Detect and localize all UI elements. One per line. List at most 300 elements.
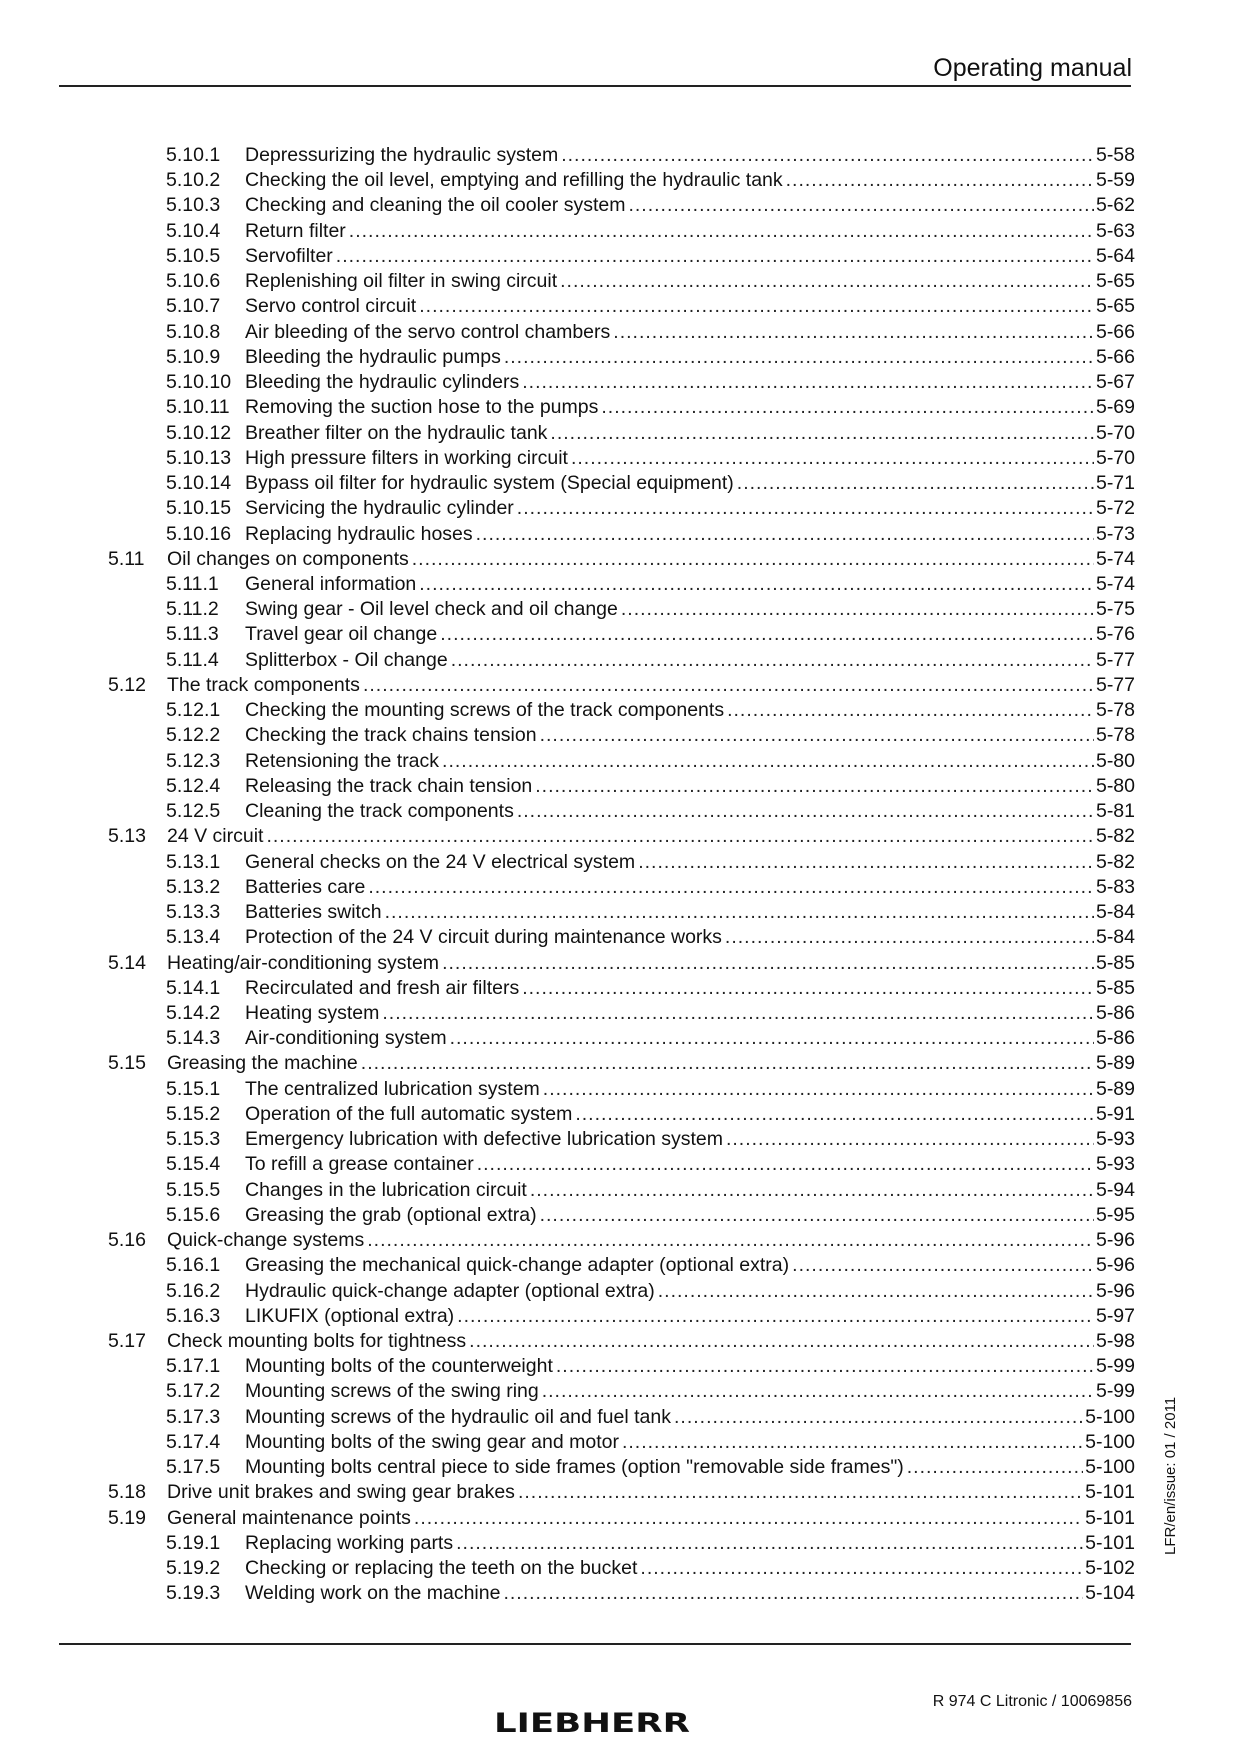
toc-entry-line bbox=[245, 1531, 1135, 1556]
toc-dot-leader bbox=[540, 723, 1094, 748]
toc-entry[interactable] bbox=[108, 1379, 1135, 1404]
toc-entry-page: 5-75 bbox=[1095, 598, 1135, 621]
toc-dot-leader bbox=[556, 1354, 1094, 1379]
toc-entry-title: Protection of the 24 V circuit during maintenance works bbox=[245, 926, 722, 949]
toc-entry-number: 5.15.1 bbox=[166, 1077, 221, 1100]
toc-entry-title: Replenishing oil filter in swing circuit bbox=[245, 270, 558, 293]
toc-entry-number: 5.10.9 bbox=[166, 345, 221, 368]
toc-entry[interactable] bbox=[108, 496, 1135, 521]
toc-entry-title: Quick-change systems bbox=[167, 1229, 365, 1252]
toc-entry-line bbox=[245, 850, 1135, 875]
toc-entry-number: 5.13.4 bbox=[166, 926, 221, 949]
toc-entry-number: 5.11.2 bbox=[166, 598, 219, 621]
toc-entry[interactable] bbox=[108, 143, 1135, 168]
toc-entry[interactable] bbox=[108, 976, 1135, 1001]
toc-entry-page: 5-102 bbox=[1085, 1557, 1135, 1580]
toc-entry-title: Emergency lubrication with defective lubrication system bbox=[245, 1128, 723, 1151]
toc-entry-number: 5.19.3 bbox=[166, 1582, 221, 1605]
toc-entry-title: Welding work on the machine bbox=[245, 1582, 501, 1605]
toc-entry-line bbox=[167, 1228, 1135, 1253]
toc-entry-number: 5.10.8 bbox=[166, 320, 221, 343]
toc-entry[interactable] bbox=[108, 193, 1135, 218]
toc-entry-title: Replacing hydraulic hoses bbox=[245, 522, 473, 545]
toc-entry[interactable] bbox=[108, 1430, 1135, 1455]
toc-entry-line bbox=[245, 698, 1135, 723]
toc-entry-page: 5-82 bbox=[1095, 850, 1135, 873]
toc-dot-leader bbox=[621, 597, 1094, 622]
toc-entry[interactable] bbox=[108, 875, 1135, 900]
toc-entry-title: LIKUFIX (optional extra) bbox=[245, 1304, 455, 1327]
toc-entry-page: 5-89 bbox=[1095, 1052, 1135, 1075]
toc-entry[interactable] bbox=[108, 1581, 1135, 1606]
toc-dot-leader bbox=[622, 1430, 1083, 1455]
toc-entry[interactable] bbox=[108, 1152, 1135, 1177]
toc-entry-title: Servofilter bbox=[245, 244, 333, 267]
toc-entry-page: 5-69 bbox=[1095, 396, 1135, 419]
toc-dot-leader bbox=[540, 1203, 1094, 1228]
toc-entry-page: 5-97 bbox=[1095, 1304, 1135, 1327]
toc-entry-number: 5.13.1 bbox=[166, 850, 221, 873]
toc-dot-leader bbox=[640, 1556, 1083, 1581]
toc-entry-page: 5-74 bbox=[1095, 547, 1135, 570]
toc-entry-title: Replacing working parts bbox=[245, 1531, 454, 1554]
toc-entry-number: 5.15.2 bbox=[166, 1102, 221, 1125]
toc-entry[interactable] bbox=[108, 1455, 1135, 1480]
toc-entry-page: 5-80 bbox=[1095, 774, 1135, 797]
toc-entry-number: 5.17.1 bbox=[166, 1355, 221, 1378]
toc-dot-leader bbox=[628, 193, 1094, 218]
toc-entry-line bbox=[245, 1430, 1135, 1455]
toc-entry-title: Bypass oil filter for hydraulic system (Special equipment) bbox=[245, 472, 734, 495]
toc-entry[interactable] bbox=[108, 1304, 1135, 1329]
toc-entry-number: 5.15 bbox=[108, 1052, 146, 1075]
toc-entry-line bbox=[245, 1253, 1135, 1278]
toc-dot-leader bbox=[349, 219, 1094, 244]
toc-dot-leader bbox=[737, 471, 1094, 496]
toc-dot-leader bbox=[368, 875, 1094, 900]
toc-entry-line bbox=[245, 193, 1135, 218]
toc-entry-number: 5.12.1 bbox=[166, 699, 221, 722]
toc-dot-leader bbox=[440, 622, 1094, 647]
toc-entry-page: 5-84 bbox=[1095, 901, 1135, 924]
toc-entry-line bbox=[245, 395, 1135, 420]
toc-entry-line bbox=[245, 1379, 1135, 1404]
toc-entry[interactable] bbox=[108, 774, 1135, 799]
toc-entry-title: General maintenance points bbox=[167, 1506, 411, 1529]
toc-entry-title: Greasing the machine bbox=[167, 1052, 358, 1075]
toc-entry[interactable] bbox=[108, 421, 1135, 446]
toc-entry-number: 5.15.5 bbox=[166, 1178, 221, 1201]
toc-entry-page: 5-96 bbox=[1095, 1279, 1135, 1302]
toc-entry-line bbox=[245, 622, 1135, 647]
toc-entry[interactable] bbox=[108, 900, 1135, 925]
toc-entry-title: Checking or replacing the teeth on the bucket bbox=[245, 1557, 638, 1580]
toc-entry-page: 5-66 bbox=[1095, 345, 1135, 368]
toc-entry-title: The track components bbox=[167, 673, 360, 696]
toc-entry-title: Batteries care bbox=[245, 875, 366, 898]
toc-entry-line bbox=[245, 774, 1135, 799]
toc-entry[interactable] bbox=[108, 1102, 1135, 1127]
toc-entry-title: To refill a grease container bbox=[245, 1153, 474, 1176]
toc-entry-title: Batteries switch bbox=[245, 901, 382, 924]
toc-entry-page: 5-91 bbox=[1095, 1102, 1135, 1125]
toc-entry-page: 5-89 bbox=[1095, 1077, 1135, 1100]
toc-entry[interactable] bbox=[108, 294, 1135, 319]
toc-entry-line bbox=[245, 1304, 1135, 1329]
toc-entry-title: Mounting screws of the swing ring bbox=[245, 1380, 539, 1403]
page-header-title: Operating manual bbox=[933, 54, 1132, 82]
toc-entry-number: 5.10.1 bbox=[166, 144, 221, 166]
toc-entry-title: Retensioning the track bbox=[245, 749, 440, 772]
toc-dot-leader bbox=[571, 446, 1094, 471]
toc-entry-page: 5-93 bbox=[1095, 1128, 1135, 1151]
toc-entry-line bbox=[245, 471, 1135, 496]
toc-entry[interactable] bbox=[108, 446, 1135, 471]
toc-entry[interactable] bbox=[108, 1203, 1135, 1228]
toc-entry-number: 5.17.4 bbox=[166, 1430, 221, 1453]
toc-dot-leader bbox=[522, 370, 1094, 395]
toc-entry-line bbox=[167, 673, 1135, 698]
toc-entry[interactable] bbox=[108, 723, 1135, 748]
toc-entry-line bbox=[245, 597, 1135, 622]
toc-entry[interactable] bbox=[108, 951, 1135, 976]
toc-entry-number: 5.10.10 bbox=[166, 371, 232, 394]
toc-entry-number: 5.14 bbox=[108, 951, 146, 974]
toc-entry-line bbox=[245, 1581, 1135, 1606]
toc-entry-line bbox=[167, 951, 1135, 976]
toc-entry[interactable] bbox=[108, 1531, 1135, 1556]
toc-entry-number: 5.11.4 bbox=[166, 648, 219, 671]
toc-entry[interactable] bbox=[108, 1480, 1135, 1505]
toc-entry-title: Cleaning the track components bbox=[245, 800, 514, 823]
toc-entry-line bbox=[245, 1127, 1135, 1152]
toc-entry[interactable] bbox=[108, 673, 1135, 698]
toc-entry-number: 5.13.2 bbox=[166, 875, 221, 898]
toc-entry-page: 5-99 bbox=[1095, 1380, 1135, 1403]
toc-dot-leader bbox=[363, 673, 1094, 698]
toc-entry[interactable] bbox=[108, 1556, 1135, 1581]
toc-entry-line bbox=[167, 1506, 1135, 1531]
toc-entry-line bbox=[245, 1279, 1135, 1304]
toc-dot-leader bbox=[451, 648, 1094, 673]
toc-entry-title: Checking and cleaning the oil cooler system bbox=[245, 194, 626, 217]
toc-dot-leader bbox=[638, 850, 1094, 875]
toc-entry-line bbox=[245, 269, 1135, 294]
toc-entry[interactable] bbox=[108, 547, 1135, 572]
document-code: R 974 C Litronic / 10069856 bbox=[932, 1693, 1132, 1710]
toc-entry-page: 5-59 bbox=[1095, 169, 1135, 192]
toc-entry[interactable] bbox=[108, 370, 1135, 395]
toc-entry-number: 5.14.1 bbox=[166, 976, 221, 999]
toc-entry-line bbox=[245, 421, 1135, 446]
toc-dot-leader bbox=[550, 421, 1094, 446]
toc-entry[interactable] bbox=[108, 572, 1135, 597]
toc-entry[interactable] bbox=[108, 824, 1135, 849]
toc-entry-page: 5-73 bbox=[1095, 522, 1135, 545]
toc-entry-page: 5-85 bbox=[1095, 951, 1135, 974]
toc-entry-number: 5.12.4 bbox=[166, 774, 221, 797]
toc-dot-leader bbox=[727, 698, 1094, 723]
toc-entry-title: Air-conditioning system bbox=[245, 1027, 447, 1050]
toc-dot-leader bbox=[336, 244, 1094, 269]
toc-entry-page: 5-72 bbox=[1095, 497, 1135, 520]
toc-entry[interactable] bbox=[108, 345, 1135, 370]
toc-entry-number: 5.16.2 bbox=[166, 1279, 221, 1302]
toc-dot-leader bbox=[382, 1001, 1094, 1026]
toc-entry-line bbox=[167, 1051, 1135, 1076]
toc-entry-title: Splitterbox - Oil change bbox=[245, 648, 448, 671]
toc-entry-number: 5.10.13 bbox=[166, 446, 232, 469]
toc-dot-leader bbox=[469, 1329, 1094, 1354]
toc-entry-number: 5.11.3 bbox=[166, 623, 219, 646]
toc-dot-leader bbox=[419, 572, 1094, 597]
toc-entry-number: 5.10.14 bbox=[166, 472, 232, 495]
toc-entry-page: 5-74 bbox=[1095, 572, 1135, 595]
toc-entry-title: Depressurizing the hydraulic system bbox=[245, 144, 559, 166]
toc-entry-line bbox=[245, 1203, 1135, 1228]
toc-entry-title: Check mounting bolts for tightness bbox=[167, 1330, 467, 1353]
toc-entry-number: 5.15.4 bbox=[166, 1153, 221, 1176]
toc-entry-number: 5.10.11 bbox=[166, 396, 230, 419]
toc-dot-leader bbox=[450, 1026, 1094, 1051]
toc-dot-leader bbox=[266, 824, 1094, 849]
toc-entry-number: 5.15.3 bbox=[166, 1128, 221, 1151]
toc-entry-page: 5-65 bbox=[1095, 270, 1135, 293]
toc-dot-leader bbox=[442, 749, 1094, 774]
toc-entry-title: Mounting bolts central piece to side frames (option "removable side frames") bbox=[245, 1456, 904, 1479]
toc-entry-line bbox=[245, 522, 1135, 547]
toc-entry-page: 5-82 bbox=[1095, 825, 1135, 848]
toc-entry[interactable] bbox=[108, 1001, 1135, 1026]
toc-entry-number: 5.13 bbox=[108, 825, 146, 848]
toc-entry-line bbox=[245, 749, 1135, 774]
toc-entry[interactable] bbox=[108, 1329, 1135, 1354]
toc-entry-line bbox=[245, 143, 1135, 168]
toc-entry-page: 5-63 bbox=[1095, 219, 1135, 242]
toc-entry-number: 5.16.1 bbox=[166, 1254, 221, 1277]
toc-dot-leader bbox=[419, 294, 1094, 319]
toc-entry-page: 5-67 bbox=[1095, 371, 1135, 394]
toc-entry-line bbox=[245, 1026, 1135, 1051]
toc-dot-leader bbox=[725, 925, 1094, 950]
liebherr-logo bbox=[493, 1708, 691, 1736]
toc-dot-leader bbox=[542, 1379, 1094, 1404]
toc-entry[interactable] bbox=[108, 1506, 1135, 1531]
toc-dot-leader bbox=[457, 1304, 1094, 1329]
toc-entry-page: 5-85 bbox=[1095, 976, 1135, 999]
toc-entry-title: Return filter bbox=[245, 219, 346, 242]
toc-entry-page: 5-81 bbox=[1095, 800, 1135, 823]
toc-entry-number: 5.11 bbox=[108, 547, 145, 570]
toc-entry-number: 5.10.12 bbox=[166, 421, 232, 444]
footer-divider bbox=[59, 1643, 1131, 1645]
toc-entry[interactable] bbox=[108, 1026, 1135, 1051]
toc-entry[interactable] bbox=[108, 799, 1135, 824]
toc-entry[interactable] bbox=[108, 698, 1135, 723]
toc-dot-leader bbox=[361, 1051, 1094, 1076]
toc-entry-line bbox=[245, 1455, 1135, 1480]
toc-entry[interactable] bbox=[108, 1228, 1135, 1253]
toc-entry-line bbox=[167, 824, 1135, 849]
toc-entry[interactable] bbox=[108, 622, 1135, 647]
toc-entry-number: 5.17 bbox=[108, 1330, 146, 1353]
toc-entry-page: 5-94 bbox=[1095, 1178, 1135, 1201]
toc-entry-title: Mounting bolts of the swing gear and motor bbox=[245, 1430, 619, 1453]
toc-entry-page: 5-80 bbox=[1095, 749, 1135, 772]
toc-entry-title: The centralized lubrication system bbox=[245, 1077, 540, 1100]
toc-entry-line bbox=[245, 320, 1135, 345]
toc-entry[interactable] bbox=[108, 168, 1135, 193]
toc-entry-number: 5.16 bbox=[108, 1229, 146, 1252]
toc-dot-leader bbox=[575, 1102, 1094, 1127]
toc-dot-leader bbox=[518, 1480, 1083, 1505]
toc-dot-leader bbox=[561, 143, 1094, 168]
toc-entry-number: 5.12 bbox=[108, 673, 146, 696]
toc-entry-title: Checking the mounting screws of the track components bbox=[245, 699, 725, 722]
toc-entry-line bbox=[245, 1556, 1135, 1581]
toc-entry[interactable] bbox=[108, 471, 1135, 496]
toc-entry-page: 5-77 bbox=[1095, 673, 1135, 696]
toc-entry[interactable] bbox=[108, 1051, 1135, 1076]
toc-entry-number: 5.15.6 bbox=[166, 1203, 221, 1226]
toc-entry-number: 5.17.5 bbox=[166, 1456, 221, 1479]
toc-entry-title: Changes in the lubrication circuit bbox=[245, 1178, 527, 1201]
toc-entry-page: 5-100 bbox=[1085, 1456, 1135, 1479]
toc-entry[interactable] bbox=[108, 395, 1135, 420]
toc-entry-page: 5-101 bbox=[1085, 1481, 1135, 1504]
toc-entry[interactable] bbox=[108, 219, 1135, 244]
toc-entry-line bbox=[245, 900, 1135, 925]
toc-entry-line bbox=[245, 370, 1135, 395]
toc-entry-page: 5-70 bbox=[1095, 421, 1135, 444]
toc-entry-title: Swing gear - Oil level check and oil change bbox=[245, 598, 618, 621]
toc-entry[interactable] bbox=[108, 1178, 1135, 1203]
toc-dot-leader bbox=[504, 345, 1094, 370]
toc-entry-line bbox=[245, 496, 1135, 521]
toc-entry-title: Checking the oil level, emptying and refilling the hydraulic tank bbox=[245, 169, 783, 192]
toc-entry-line bbox=[245, 1178, 1135, 1203]
toc-entry-page: 5-70 bbox=[1095, 446, 1135, 469]
toc-entry-title: Mounting screws of the hydraulic oil and fuel tank bbox=[245, 1405, 671, 1428]
toc-entry[interactable] bbox=[108, 648, 1135, 673]
toc-entry[interactable] bbox=[108, 1279, 1135, 1304]
toc-entry-number: 5.12.2 bbox=[166, 724, 221, 747]
toc-entry[interactable] bbox=[108, 1354, 1135, 1379]
toc-entry-page: 5-96 bbox=[1095, 1229, 1135, 1252]
toc-entry-title: Recirculated and fresh air filters bbox=[245, 976, 520, 999]
toc-entry-number: 5.13.3 bbox=[166, 901, 221, 924]
toc-entry-page: 5-100 bbox=[1085, 1430, 1135, 1453]
toc-entry-line bbox=[245, 1001, 1135, 1026]
toc-entry-title: Heating system bbox=[245, 1001, 380, 1024]
toc-dot-leader bbox=[535, 774, 1094, 799]
toc-entry-line bbox=[245, 925, 1135, 950]
toc-dot-leader bbox=[503, 1581, 1083, 1606]
toc-entry-page: 5-93 bbox=[1095, 1153, 1135, 1176]
toc-dot-leader bbox=[674, 1405, 1083, 1430]
toc-dot-leader bbox=[522, 976, 1094, 1001]
toc-entry-title: Heating/air-conditioning system bbox=[167, 951, 440, 974]
table-of-contents bbox=[108, 143, 1135, 1607]
toc-entry-title: Drive unit brakes and swing gear brakes bbox=[167, 1481, 515, 1504]
toc-entry-title: Greasing the mechanical quick-change adapter (optional extra) bbox=[245, 1254, 790, 1277]
toc-entry-title: Travel gear oil change bbox=[245, 623, 438, 646]
toc-entry-page: 5-86 bbox=[1095, 1001, 1135, 1024]
toc-entry[interactable] bbox=[108, 269, 1135, 294]
toc-entry-title: Breather filter on the hydraulic tank bbox=[245, 421, 548, 444]
toc-entry[interactable] bbox=[108, 925, 1135, 950]
toc-entry-number: 5.10.5 bbox=[166, 244, 221, 267]
toc-entry-page: 5-84 bbox=[1095, 926, 1135, 949]
toc-entry-line bbox=[245, 1354, 1135, 1379]
toc-entry[interactable] bbox=[108, 1405, 1135, 1430]
toc-entry[interactable] bbox=[108, 1077, 1135, 1102]
toc-entry-title: Air bleeding of the servo control chambers bbox=[245, 320, 611, 343]
toc-entry-page: 5-83 bbox=[1095, 875, 1135, 898]
header-divider bbox=[59, 85, 1131, 87]
toc-entry[interactable] bbox=[108, 597, 1135, 622]
issue-note: LFR/en/issue: 01 / 2011 bbox=[1162, 1396, 1179, 1555]
toc-entry-number: 5.16.3 bbox=[166, 1304, 221, 1327]
toc-dot-leader bbox=[560, 269, 1094, 294]
toc-entry-title: 24 V circuit bbox=[167, 825, 264, 848]
toc-dot-leader bbox=[412, 547, 1094, 572]
toc-entry-title: Servo control circuit bbox=[245, 295, 417, 318]
toc-entry-page: 5-98 bbox=[1095, 1330, 1135, 1353]
toc-entry-page: 5-78 bbox=[1095, 724, 1135, 747]
toc-dot-leader bbox=[601, 395, 1094, 420]
toc-dot-leader bbox=[442, 951, 1094, 976]
toc-entry-line bbox=[245, 572, 1135, 597]
toc-entry-title: Checking the track chains tension bbox=[245, 724, 537, 747]
toc-entry-line bbox=[245, 875, 1135, 900]
toc-entry-page: 5-76 bbox=[1095, 623, 1135, 646]
toc-entry-title: Removing the suction hose to the pumps bbox=[245, 396, 599, 419]
toc-entry-number: 5.10.15 bbox=[166, 497, 232, 520]
toc-entry-page: 5-96 bbox=[1095, 1254, 1135, 1277]
toc-entry-line bbox=[245, 244, 1135, 269]
toc-entry-title: Bleeding the hydraulic cylinders bbox=[245, 371, 520, 394]
toc-entry-number: 5.10.3 bbox=[166, 194, 221, 217]
toc-entry-page: 5-99 bbox=[1095, 1355, 1135, 1378]
toc-entry-title: Servicing the hydraulic cylinder bbox=[245, 497, 514, 520]
toc-entry-page: 5-104 bbox=[1085, 1582, 1135, 1605]
toc-entry-page: 5-100 bbox=[1085, 1405, 1135, 1428]
toc-dot-leader bbox=[726, 1127, 1094, 1152]
toc-entry-number: 5.10.2 bbox=[166, 169, 221, 192]
toc-entry[interactable] bbox=[108, 850, 1135, 875]
toc-entry[interactable] bbox=[108, 1127, 1135, 1152]
toc-entry[interactable] bbox=[108, 320, 1135, 345]
toc-entry-title: Operation of the full automatic system bbox=[245, 1102, 573, 1125]
toc-entry[interactable] bbox=[108, 244, 1135, 269]
toc-entry-title: General checks on the 24 V electrical system bbox=[245, 850, 636, 873]
toc-entry[interactable] bbox=[108, 1253, 1135, 1278]
toc-entry-title: Mounting bolts of the counterweight bbox=[245, 1355, 553, 1378]
toc-entry-line bbox=[245, 168, 1135, 193]
toc-entry-page: 5-71 bbox=[1095, 472, 1135, 495]
toc-entry-page: 5-62 bbox=[1095, 194, 1135, 217]
toc-entry-line bbox=[245, 799, 1135, 824]
toc-dot-leader bbox=[786, 168, 1094, 193]
toc-entry-line bbox=[245, 1152, 1135, 1177]
toc-entry[interactable] bbox=[108, 749, 1135, 774]
toc-entry-title: Oil changes on components bbox=[167, 547, 409, 570]
toc-entry[interactable] bbox=[108, 522, 1135, 547]
toc-entry-page: 5-101 bbox=[1085, 1506, 1135, 1529]
toc-entry-number: 5.14.2 bbox=[166, 1001, 221, 1024]
toc-entry-number: 5.14.3 bbox=[166, 1027, 221, 1050]
